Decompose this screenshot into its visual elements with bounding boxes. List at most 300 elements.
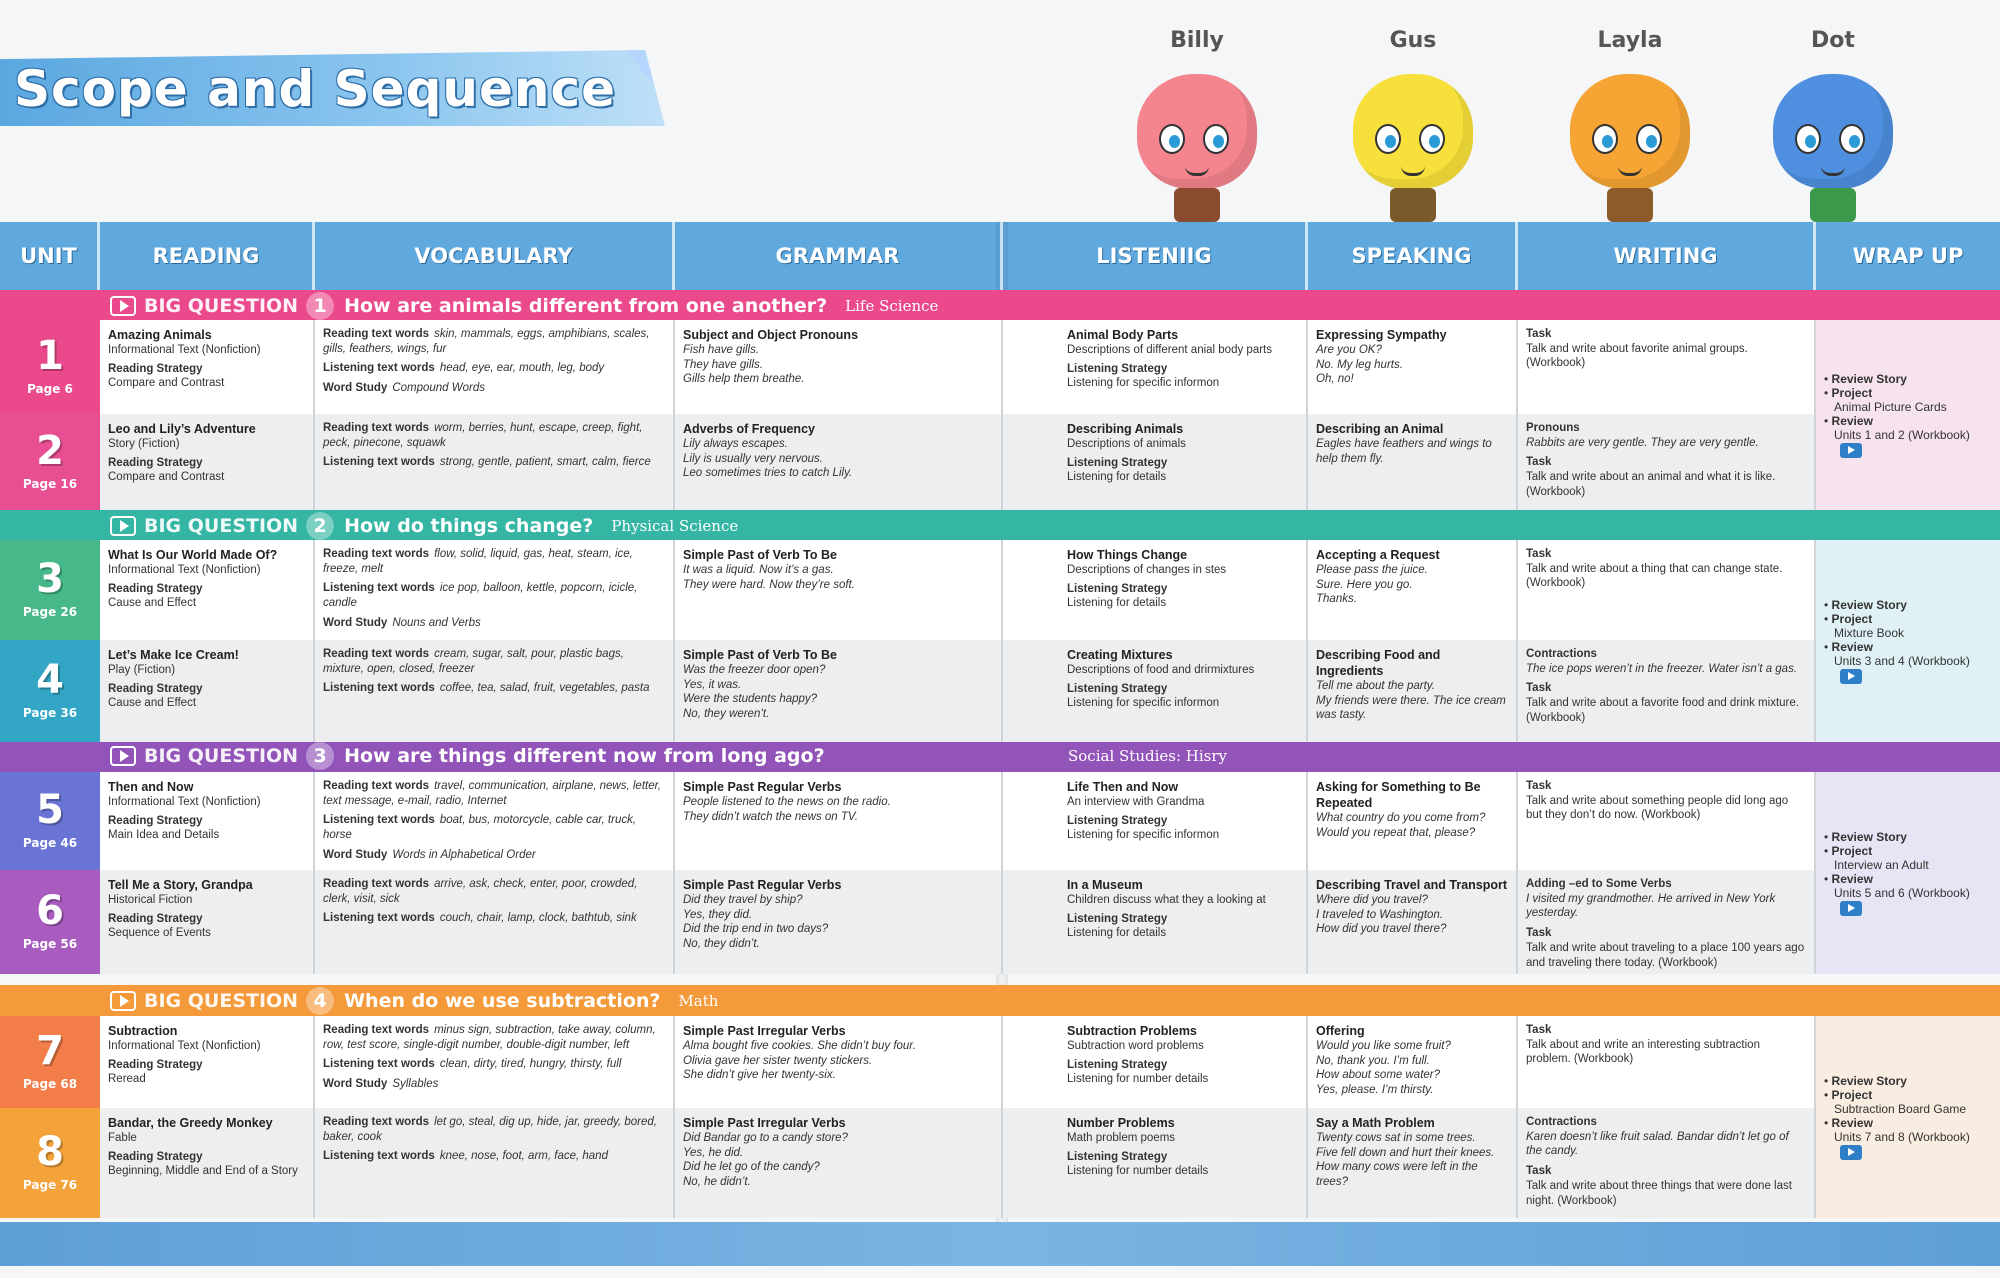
bottom-band [0, 1222, 2000, 1266]
speaking-example: How did you travel there? [1316, 923, 1447, 936]
listening-title: Number Problems [1067, 1116, 1175, 1130]
speaking-example: Would you like some fruit? [1316, 1040, 1451, 1052]
wrap-up-project-heading: Project [1831, 612, 1873, 627]
writing-text: Talk and write about a thing that can change state. (Workbook) [1526, 562, 1783, 590]
unit-number: 8 [36, 1129, 64, 1176]
writing-cell [1518, 772, 1816, 870]
character-eye [1203, 124, 1229, 154]
vocabulary-label: Listening text words [323, 1150, 435, 1163]
reading-cell [100, 414, 315, 510]
wrap-up-review-story[interactable]: • Review Story [1824, 598, 1907, 613]
unit-page: Page 26 [22, 605, 78, 620]
column-header-wrap-up: WRAP UP [1816, 222, 2000, 290]
unit-row-5 [0, 772, 2000, 873]
reading-strategy: Compare and Contrast [108, 471, 225, 484]
wrap-up-review-story-label: Review Story [1831, 598, 1907, 613]
big-question-bar [0, 510, 2000, 542]
vocabulary-words: Words in Alphabetical Order [392, 848, 536, 861]
reading-strategy-label: Reading Strategy [108, 682, 203, 695]
listening-desc: Math problem poems [1067, 1132, 1176, 1144]
writing-text: Talk and write about a favorite food and drink mixture. (Workbook) [1526, 697, 1799, 724]
wrap-up-project-label: • Project [1824, 386, 1873, 401]
reading-cell [100, 1016, 315, 1108]
writing-text: Karen doesn’t like fruit salad. Bandar didn’t let go of the candy. [1526, 1130, 1789, 1158]
listening-strategy: Listening for number details [1067, 1073, 1209, 1086]
grammar-example: No, he didn’t. [683, 1176, 751, 1189]
vocabulary-line [323, 455, 665, 470]
grammar-example: Did Bandar go to a candy store? [683, 1132, 848, 1144]
big-question-label: BIG QUESTION [144, 515, 299, 537]
unit-badge[interactable] [0, 1016, 100, 1108]
column-header-reading: READING [100, 222, 315, 290]
listening-title: Life Then and Now [1067, 780, 1179, 794]
listening-strategy: Listening for number details [1067, 1165, 1209, 1178]
video-play-icon[interactable] [1840, 669, 1862, 684]
writing-text: Rabbits are very gentle. They are very gentle. [1526, 436, 1759, 449]
vocabulary-words: coffee, tea, salad, fruit, vegetables, pasta [439, 682, 650, 695]
writing-cell [1518, 320, 1816, 414]
big-question-bar [0, 740, 2000, 772]
speaking-title: Describing Food and Ingredients [1316, 648, 1441, 678]
vocabulary-label: Word Study [323, 616, 388, 629]
unit-badge[interactable] [0, 414, 100, 510]
grammar-example: Did they travel by ship? [683, 894, 803, 906]
grammar-example: They didn’t watch the news on TV. [683, 810, 858, 823]
character-name: Dot [1811, 28, 1855, 53]
speaking-example: Would you repeat that, please? [1316, 826, 1476, 839]
wrap-up-review-story-label: Review Story [1831, 1074, 1907, 1089]
unit-page: Page 76 [22, 1178, 78, 1193]
unit-row-3 [0, 540, 2000, 640]
listening-strategy-label: Listening Strategy [1067, 912, 1168, 925]
wrap-up-project-label: • Project [1824, 1088, 1873, 1103]
wrap-up-project-label: • Project [1824, 844, 1873, 859]
writing-text: Talk about and write an interesting subtraction problem. (Workbook) [1526, 1038, 1760, 1066]
unit-row-1 [0, 320, 2000, 414]
vocabulary-label: Word Study [323, 1078, 388, 1091]
grammar-example: No, they weren’t. [683, 708, 770, 721]
speaking-example: I traveled to Washington. [1316, 908, 1443, 921]
speaking-cell [1308, 414, 1518, 510]
wrap-up-review-text: Units 1 and 2 (Workbook) [1834, 428, 1970, 443]
character-mouth [1401, 166, 1425, 176]
vocabulary-label: Listening text words [323, 362, 435, 375]
big-question-text: How are animals different from one another? [344, 295, 828, 317]
big-question-number: 3 [306, 742, 334, 770]
wrap-up-project: Animal Picture Cards [1834, 400, 1947, 415]
reading-strategy: Reread [108, 1073, 146, 1086]
vocabulary-label: Listening text words [323, 582, 435, 595]
writing-label: Contractions [1526, 1116, 1597, 1128]
reading-strategy-label: Reading Strategy [108, 912, 203, 925]
reading-title: Tell Me a Story, Grandpa [108, 878, 253, 892]
speaking-example: Tell me about the party. [1316, 680, 1435, 692]
reading-title: Amazing Animals [108, 328, 212, 342]
writing-label: Adding –ed to Some Verbs [1526, 878, 1672, 890]
vocabulary-line [323, 877, 665, 906]
listening-title: Subtraction Problems [1067, 1024, 1197, 1038]
vocabulary-words: Nouns and Verbs [392, 616, 481, 629]
listening-cell [1003, 1016, 1308, 1108]
character-body [1137, 74, 1257, 189]
vocabulary-label: Word Study [323, 382, 388, 395]
big-question-label: BIG QUESTION [144, 295, 299, 317]
speaking-example: How many cows were left in the trees? [1316, 1161, 1478, 1189]
grammar-cell [675, 870, 1003, 974]
grammar-title: Subject and Object Pronouns [683, 328, 859, 342]
vocabulary-words: boat, bus, motorcycle, cable car, truck, horse [323, 814, 637, 842]
big-question-number: 1 [306, 292, 334, 320]
speaking-title: Asking for Something to Be Repeated [1316, 780, 1481, 810]
writing-label: Task [1526, 328, 1552, 340]
vocabulary-line [323, 327, 665, 356]
wrap-up-review-text: Units 7 and 8 (Workbook) [1834, 1130, 1970, 1145]
wrap-up-review [1824, 654, 1992, 683]
unit-page: Page 46 [22, 836, 78, 851]
listening-desc: Children discuss what they a looking at [1067, 894, 1266, 906]
speaking-example: No. My leg hurts. [1316, 358, 1403, 371]
listening-strategy: Listening for specific informon [1067, 377, 1220, 390]
grammar-example: Did he let go of the candy? [683, 1161, 820, 1174]
unit-number: 6 [36, 888, 64, 935]
vocabulary-words: skin, mammals, eggs, amphibians, scales, gills, feathers, wings, fur [323, 328, 650, 355]
reading-type: Informational Text (Nonfiction) [108, 796, 261, 808]
unit-number: 3 [36, 556, 64, 603]
character-eye [1592, 124, 1618, 154]
wrap-up-review-story-label: Review Story [1831, 830, 1907, 845]
wrap-up-review-label: • Review [1824, 872, 1873, 887]
speaking-title: Accepting a Request [1316, 548, 1440, 562]
listening-cell [1003, 1108, 1308, 1218]
speaking-title: Offering [1316, 1024, 1365, 1038]
unit-number: 1 [36, 333, 64, 380]
listening-strategy: Listening for details [1067, 471, 1167, 484]
speaking-example: Five fell down and hurt their knees. [1316, 1146, 1495, 1159]
vocabulary-label: Listening text words [323, 912, 435, 925]
writing-text: Talk and write about something people did long ago but they don’t do now. (Workbook) [1526, 794, 1789, 822]
character-eye [1159, 124, 1185, 154]
writing-cell [1518, 640, 1816, 742]
vocabulary-cell [315, 640, 675, 742]
wrap-up-review-story[interactable]: • Review Story [1824, 830, 1907, 845]
speaking-cell [1308, 320, 1518, 414]
unit-badge[interactable] [0, 540, 100, 640]
grammar-title: Adverbs of Frequency [683, 422, 815, 436]
character-mouth [1618, 166, 1642, 176]
vocabulary-cell [315, 772, 675, 870]
unit-badge[interactable] [0, 1108, 100, 1218]
vocabulary-line [323, 681, 665, 696]
vocabulary-words: worm, berries, hunt, escape, creep, fight, peck, pinecone, squawk [323, 422, 643, 449]
unit-badge[interactable] [0, 320, 100, 414]
character-eye [1839, 124, 1865, 154]
wrap-up-box [1816, 772, 2000, 974]
video-play-icon[interactable] [1840, 1145, 1862, 1160]
unit-badge[interactable] [0, 772, 100, 870]
reading-type: Informational Text (Nonfiction) [108, 1040, 261, 1052]
character-body [1570, 74, 1690, 189]
wrap-up-project-label: • Project [1824, 612, 1873, 627]
listening-cell [1003, 540, 1308, 640]
speaking-example: Thanks. [1316, 593, 1357, 606]
big-question-number: 2 [306, 512, 334, 540]
speaking-title: Describing Travel and Transport [1316, 878, 1508, 892]
writing-label: Task [1526, 682, 1552, 695]
wrap-up-box [1816, 540, 2000, 742]
vocabulary-cell [315, 870, 675, 974]
writing-label: Task [1526, 548, 1552, 560]
character-eye [1375, 124, 1401, 154]
speaking-example: Twenty cows sat in some trees. [1316, 1132, 1476, 1144]
video-play-icon[interactable] [1840, 443, 1862, 458]
speaking-example: Yes, please. I’m thirsty. [1316, 1084, 1434, 1097]
speaking-cell [1308, 870, 1518, 974]
listening-desc: Descriptions of changes in stes [1067, 564, 1227, 576]
writing-cell [1518, 414, 1816, 510]
character-1 [1328, 28, 1498, 228]
grammar-cell [675, 320, 1003, 414]
vocabulary-line [323, 381, 665, 396]
grammar-title: Simple Past of Verb To Be [683, 548, 837, 562]
character-legs [1390, 188, 1436, 222]
writing-text: Talk and write about three things that were done last night. (Workbook) [1526, 1179, 1792, 1207]
character-name: Layla [1597, 28, 1663, 53]
reading-strategy-label: Reading Strategy [108, 582, 203, 595]
vocabulary-label: Reading text words [323, 422, 430, 434]
unit-page: Page 36 [22, 706, 78, 721]
listening-title: How Things Change [1067, 548, 1188, 562]
speaking-cell [1308, 772, 1518, 870]
vocabulary-line [323, 421, 665, 450]
vocabulary-cell [315, 540, 675, 640]
big-question-bar [0, 985, 2000, 1017]
listening-strategy-label: Listening Strategy [1067, 682, 1168, 695]
vocabulary-cell [315, 320, 675, 414]
vocabulary-label: Reading text words [323, 780, 430, 792]
page-title: Scope and Sequence [14, 60, 617, 118]
wrap-up-review [1824, 428, 1992, 457]
unit-badge[interactable] [0, 870, 100, 974]
wrap-up-project-heading: Project [1831, 386, 1873, 401]
reading-cell [100, 870, 315, 974]
listening-title: In a Museum [1067, 878, 1143, 892]
grammar-cell [675, 1016, 1003, 1108]
character-name: Gus [1389, 28, 1437, 53]
vocabulary-label: Listening text words [323, 814, 435, 827]
grammar-example: Was the freezer door open? [683, 664, 826, 676]
vocabulary-words: flow, solid, liquid, gas, heat, steam, ice, freeze, melt [323, 548, 633, 575]
grammar-cell [675, 414, 1003, 510]
reading-type: Informational Text (Nonfiction) [108, 564, 261, 576]
grammar-cell [675, 540, 1003, 640]
character-legs [1607, 188, 1653, 222]
speaking-example: No, thank you. I’m full. [1316, 1054, 1430, 1067]
character-legs [1174, 188, 1220, 222]
grammar-cell [675, 640, 1003, 742]
reading-strategy-label: Reading Strategy [108, 814, 203, 827]
speaking-example: My friends were there. The ice cream was tasty. [1316, 694, 1506, 722]
unit-page: Page 68 [22, 1077, 78, 1092]
vocabulary-label: Listening text words [323, 682, 435, 695]
video-play-icon[interactable] [110, 991, 136, 1011]
writing-text: Talk and write about an animal and what it is like. (Workbook) [1526, 471, 1776, 498]
vocabulary-words: travel, communication, airplane, news, letter, text message, e-mail, radio, Internet [323, 780, 661, 807]
vocabulary-line [323, 848, 665, 863]
wrap-up-review-story[interactable]: • Review Story [1824, 372, 1907, 387]
reading-cell [100, 1108, 315, 1218]
listening-cell [1003, 414, 1308, 510]
wrap-up-review-text: Units 3 and 4 (Workbook) [1834, 654, 1970, 669]
vocabulary-line [323, 1057, 665, 1072]
reading-strategy: Compare and Contrast [108, 377, 225, 390]
speaking-cell [1308, 1108, 1518, 1218]
reading-strategy-label: Reading Strategy [108, 456, 203, 469]
writing-text: Talk and write about traveling to a place 100 years ago and traveling there today. (Workbook) [1526, 941, 1805, 969]
reading-title: Then and Now [108, 780, 194, 794]
vocabulary-words: couch, chair, lamp, clock, bathtub, sink [439, 912, 637, 925]
vocabulary-words: strong, gentle, patient, smart, calm, fierce [439, 456, 651, 469]
wrap-up-review-label: • Review [1824, 640, 1873, 655]
character-legs [1810, 188, 1856, 222]
vocabulary-line [323, 779, 665, 808]
wrap-up-project: Subtraction Board Game [1834, 1102, 1967, 1117]
listening-desc: Subtraction word problems [1067, 1040, 1204, 1052]
wrap-up-box [1816, 320, 2000, 510]
big-question-subject: Social Studies: Hisry [1068, 747, 1227, 765]
grammar-example: Yes, it was. [683, 678, 742, 691]
writing-label: Task [1526, 927, 1552, 940]
writing-cell [1518, 1016, 1816, 1108]
listening-strategy: Listening for details [1067, 597, 1167, 610]
listening-cell [1003, 320, 1308, 414]
reading-strategy: Cause and Effect [108, 597, 197, 610]
reading-strategy: Main Idea and Details [108, 829, 220, 842]
listening-strategy: Listening for details [1067, 927, 1167, 940]
speaking-example: What country do you come from? [1316, 812, 1486, 824]
grammar-example: Were the students happy? [683, 693, 818, 706]
reading-title: Let’s Make Ice Cream! [108, 648, 239, 662]
listening-strategy: Listening for specific informon [1067, 697, 1220, 710]
reading-strategy-label: Reading Strategy [108, 1150, 203, 1163]
grammar-example: They were hard. Now they’re soft. [683, 578, 855, 591]
big-question-bar [0, 290, 2000, 322]
listening-strategy: Listening for specific informon [1067, 829, 1220, 842]
listening-strategy-label: Listening Strategy [1067, 362, 1168, 375]
reading-title: Leo and Lily’s Adventure [108, 422, 256, 436]
wrap-up-review-heading: Review [1831, 872, 1873, 887]
speaking-example: Eagles have feathers and wings to help them fly. [1316, 438, 1492, 465]
vocabulary-line [323, 1023, 665, 1052]
grammar-example: Fish have gills. [683, 344, 760, 356]
column-header-speaking: SPEAKING [1308, 222, 1518, 290]
character-eye [1795, 124, 1821, 154]
vocabulary-label: Listening text words [323, 1058, 435, 1071]
unit-number: 4 [36, 657, 64, 704]
vocabulary-words: arrive, ask, check, enter, poor, crowded, clerk, visit, sick [323, 878, 638, 905]
video-play-icon[interactable] [110, 516, 136, 536]
speaking-example: Sure. Here you go. [1316, 578, 1413, 591]
column-header-grammar: GRAMMAR [675, 222, 1003, 290]
listening-title: Describing Animals [1067, 422, 1184, 436]
big-question-text: How do things change? [344, 515, 594, 537]
listening-strategy-label: Listening Strategy [1067, 1058, 1168, 1071]
reading-title: What Is Our World Made Of? [108, 548, 278, 562]
wrap-up-project: Interview an Adult [1834, 858, 1929, 873]
reading-strategy: Sequence of Events [108, 927, 211, 940]
speaking-example: Oh, no! [1316, 373, 1354, 386]
vocabulary-line [323, 1149, 665, 1164]
character-mouth [1821, 166, 1845, 176]
unit-row-2 [0, 414, 2000, 510]
reading-type: Fable [108, 1132, 137, 1144]
column-header-writing: WRITING [1518, 222, 1816, 290]
speaking-example: Are you OK? [1316, 344, 1382, 356]
grammar-example: Leo sometimes tries to catch Lily. [683, 467, 853, 480]
big-question-subject: Life Science [845, 297, 939, 315]
vocabulary-cell [315, 1016, 675, 1108]
reading-strategy: Cause and Effect [108, 697, 197, 710]
speaking-example: Where did you travel? [1316, 894, 1428, 906]
vocabulary-line [323, 911, 665, 926]
vocabulary-label: Reading text words [323, 548, 430, 560]
unit-number: 2 [36, 428, 64, 475]
listening-title: Creating Mixtures [1067, 648, 1173, 662]
column-header-unit: UNIT [0, 222, 100, 290]
writing-label: Task [1526, 780, 1552, 792]
grammar-example: She didn’t give her twenty-six. [683, 1069, 836, 1082]
wrap-up-project-heading: Project [1831, 1088, 1873, 1103]
video-play-icon[interactable] [110, 746, 136, 766]
grammar-example: Gills help them breathe. [683, 373, 805, 386]
vocabulary-words: head, eye, ear, mouth, leg, body [439, 362, 605, 375]
character-3 [1748, 28, 1918, 228]
unit-badge[interactable] [0, 640, 100, 742]
big-question-text: How are things different now from long ago? [344, 745, 825, 767]
wrap-up-review-story[interactable]: • Review Story [1824, 1074, 1907, 1089]
vocabulary-line [323, 1077, 665, 1092]
reading-title: Bandar, the Greedy Monkey [108, 1116, 273, 1130]
grammar-example: No, they didn’t. [683, 938, 760, 951]
vocabulary-words: Syllables [392, 1078, 439, 1091]
video-play-icon[interactable] [110, 296, 136, 316]
reading-cell [100, 772, 315, 870]
reading-title: Subtraction [108, 1024, 178, 1038]
grammar-cell [675, 1108, 1003, 1218]
wrap-up-review-text: Units 5 and 6 (Workbook) [1834, 886, 1970, 901]
grammar-example: Yes, they did. [683, 908, 753, 921]
listening-desc: Descriptions of different anial body parts [1067, 344, 1272, 356]
reading-type: Informational Text (Nonfiction) [108, 344, 261, 356]
speaking-example: Please pass the juice. [1316, 564, 1428, 576]
vocabulary-label: Reading text words [323, 1024, 430, 1036]
reading-cell [100, 320, 315, 414]
wrap-up-review [1824, 886, 1992, 915]
video-play-icon[interactable] [1840, 901, 1862, 916]
vocabulary-cell [315, 414, 675, 510]
wrap-up-review-heading: Review [1831, 1116, 1873, 1131]
vocabulary-words: clean, dirty, tired, hungry, thirsty, full [439, 1058, 622, 1071]
character-body [1353, 74, 1473, 189]
writing-cell [1518, 870, 1816, 974]
vocabulary-label: Listening text words [323, 456, 435, 469]
grammar-example: Lily always escapes. [683, 438, 788, 450]
grammar-cell [675, 772, 1003, 870]
wrap-up-review [1824, 1130, 1992, 1159]
vocabulary-line [323, 647, 665, 676]
reading-cell [100, 540, 315, 640]
vocabulary-label: Reading text words [323, 1116, 430, 1128]
vocabulary-label: Reading text words [323, 328, 430, 340]
